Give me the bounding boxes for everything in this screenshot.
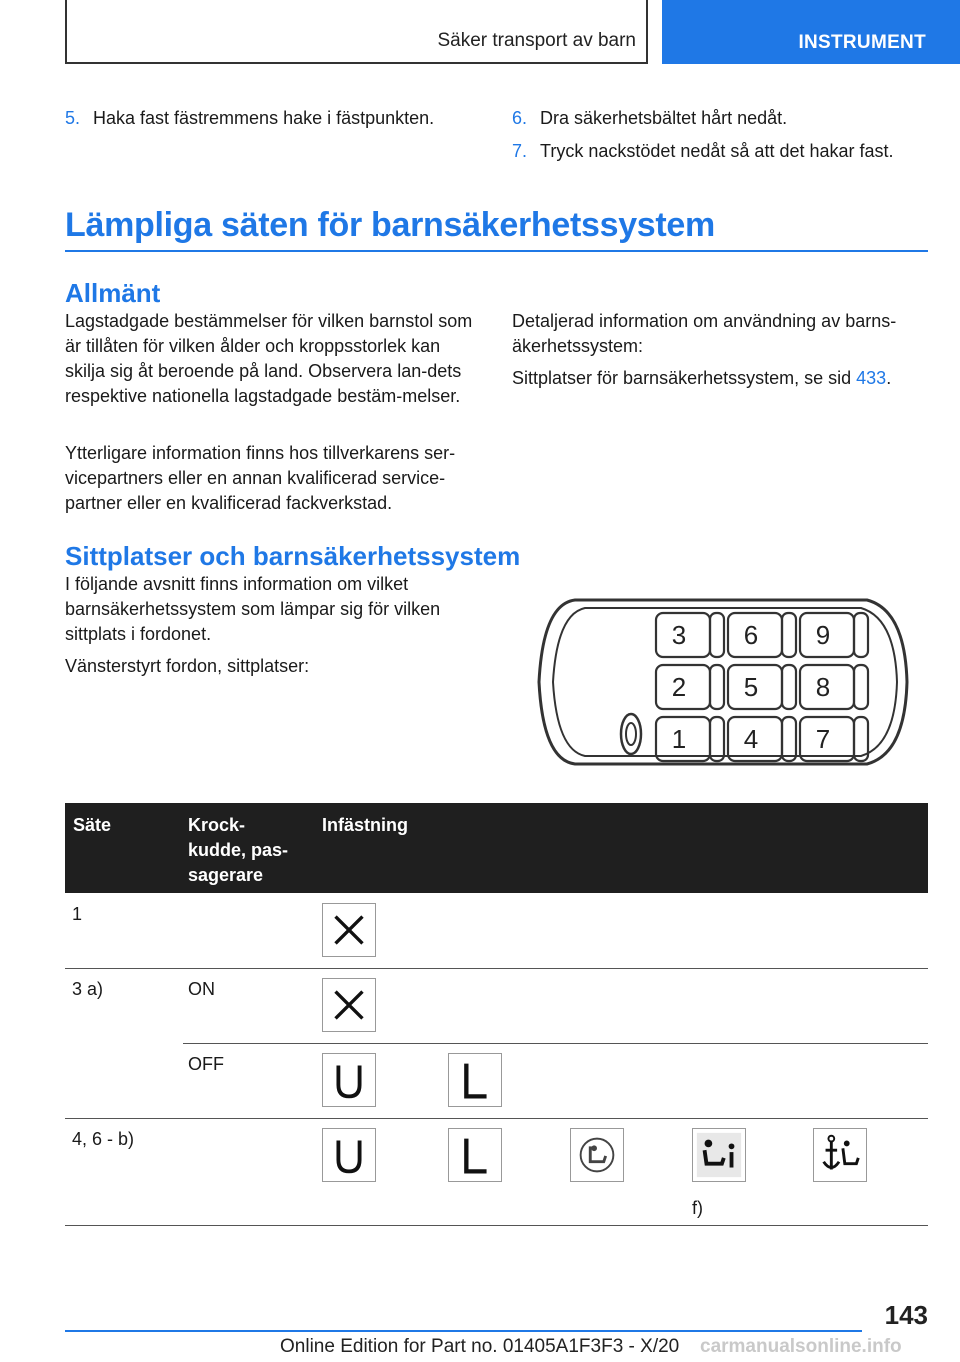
header-section-title: Säker transport av barn: [437, 30, 636, 51]
sittplatser-paragraph-2: Vänsterstyrt fordon, sittplatser:: [65, 656, 310, 676]
seat-layout-diagram: [535, 594, 909, 770]
footer-divider: [65, 1330, 862, 1332]
seat-label: 1: [671, 724, 687, 754]
isize-seat-icon: [692, 1128, 746, 1182]
step-text: Haka fast fästremmens hake i fästpunkten.: [93, 108, 435, 128]
page-title: Lämpliga säten för barnsäkerhetssystem: [65, 206, 715, 244]
cross-ref-text: Sittplatser för barnsäkerhetssystem, se sid: [512, 368, 857, 388]
step-text: Tryck nackstödet nedåt så att det hakar fast.: [540, 141, 894, 161]
seat-label: 5: [743, 672, 759, 702]
column-header-seat: Säte: [73, 815, 112, 835]
allmant-paragraph-1: Lagstadgade bestämmelser för vilken barnstol som är tillåten för vilken ålder och kroppsstorlek kan skilja sig åt beroende på land. Observera lan-dets respektive nationella lagstadgade bestäm-melser.: [65, 311, 473, 406]
table-cell-seat: 3 a): [72, 979, 104, 999]
allmant-right-paragraph-1: Detaljerad information om användning av barns-äkerhetssystem:: [512, 311, 897, 356]
seat-label: 8: [815, 672, 831, 702]
seat-label: 2: [671, 672, 687, 702]
steering-wheel-icon: [621, 714, 641, 754]
top-tether-seat-icon: [813, 1128, 867, 1182]
cross-ref-suffix: .: [886, 368, 892, 388]
semi-universal-l-icon: [448, 1128, 502, 1182]
seat-label: 4: [743, 724, 759, 754]
universal-u-icon: [322, 1053, 376, 1107]
table-footnote: f): [692, 1198, 703, 1218]
seat-label: 7: [815, 724, 831, 754]
allmant-right-paragraph-2: [512, 366, 927, 391]
allmant-paragraph-2: Ytterligare information finns hos tillverkarens ser-vicepartners eller en annan kvalificerad service-partner eller en kvalificerad fackverkstad.: [65, 443, 456, 513]
step-6: [512, 106, 787, 130]
column-header-mounting: Infästning: [322, 815, 408, 835]
row-divider: [65, 1225, 928, 1226]
row-divider: [65, 968, 928, 969]
step-text: Dra säkerhetsbältet hårt nedåt.: [540, 108, 788, 128]
title-divider: [65, 250, 928, 252]
step-7: [512, 139, 894, 163]
seat-label: 3: [671, 620, 687, 650]
step-5: [65, 106, 434, 130]
section-heading-sittplatser: Sittplatser och barnsäkerhetssystem: [65, 541, 521, 571]
page-link[interactable]: 433: [856, 368, 887, 388]
row-divider: [183, 1043, 928, 1044]
table-cell-airbag: ON: [188, 979, 215, 999]
universal-u-icon: [322, 1128, 376, 1182]
section-heading-allmant: Allmänt: [65, 278, 161, 308]
header-chapter-tab[interactable]: [662, 0, 960, 64]
step-number: 5.: [65, 108, 81, 128]
table-cell-airbag: OFF: [188, 1054, 224, 1074]
watermark: carmanualsonline.info: [700, 1336, 902, 1357]
row-divider: [65, 1118, 928, 1119]
cross-icon: [322, 903, 376, 957]
table-cell-seat: 1: [72, 904, 83, 924]
step-number: 6.: [512, 108, 528, 128]
table-header: [65, 803, 928, 893]
page-number: 143: [884, 1300, 928, 1330]
column-header-airbag: Krock- kudde, pas- sagerare: [188, 815, 289, 885]
seat-label: 9: [815, 620, 831, 650]
header-chapter-label: INSTRUMENT: [798, 32, 926, 53]
step-number: 7.: [512, 141, 528, 161]
footer-edition: Online Edition for Part no. 01405A1F3F3 - X/20: [280, 1336, 680, 1357]
sittplatser-paragraph-1: I följande avsnitt finns information om vilket barnsäkerhetssystem som lämpar sig för vilken sittplats i fordonet.: [65, 574, 441, 644]
cross-icon: [322, 978, 376, 1032]
isofix-seat-icon: [570, 1128, 624, 1182]
table-cell-seat: 4, 6 - b): [72, 1129, 135, 1149]
seat-label: 6: [743, 620, 759, 650]
semi-universal-l-icon: [448, 1053, 502, 1107]
